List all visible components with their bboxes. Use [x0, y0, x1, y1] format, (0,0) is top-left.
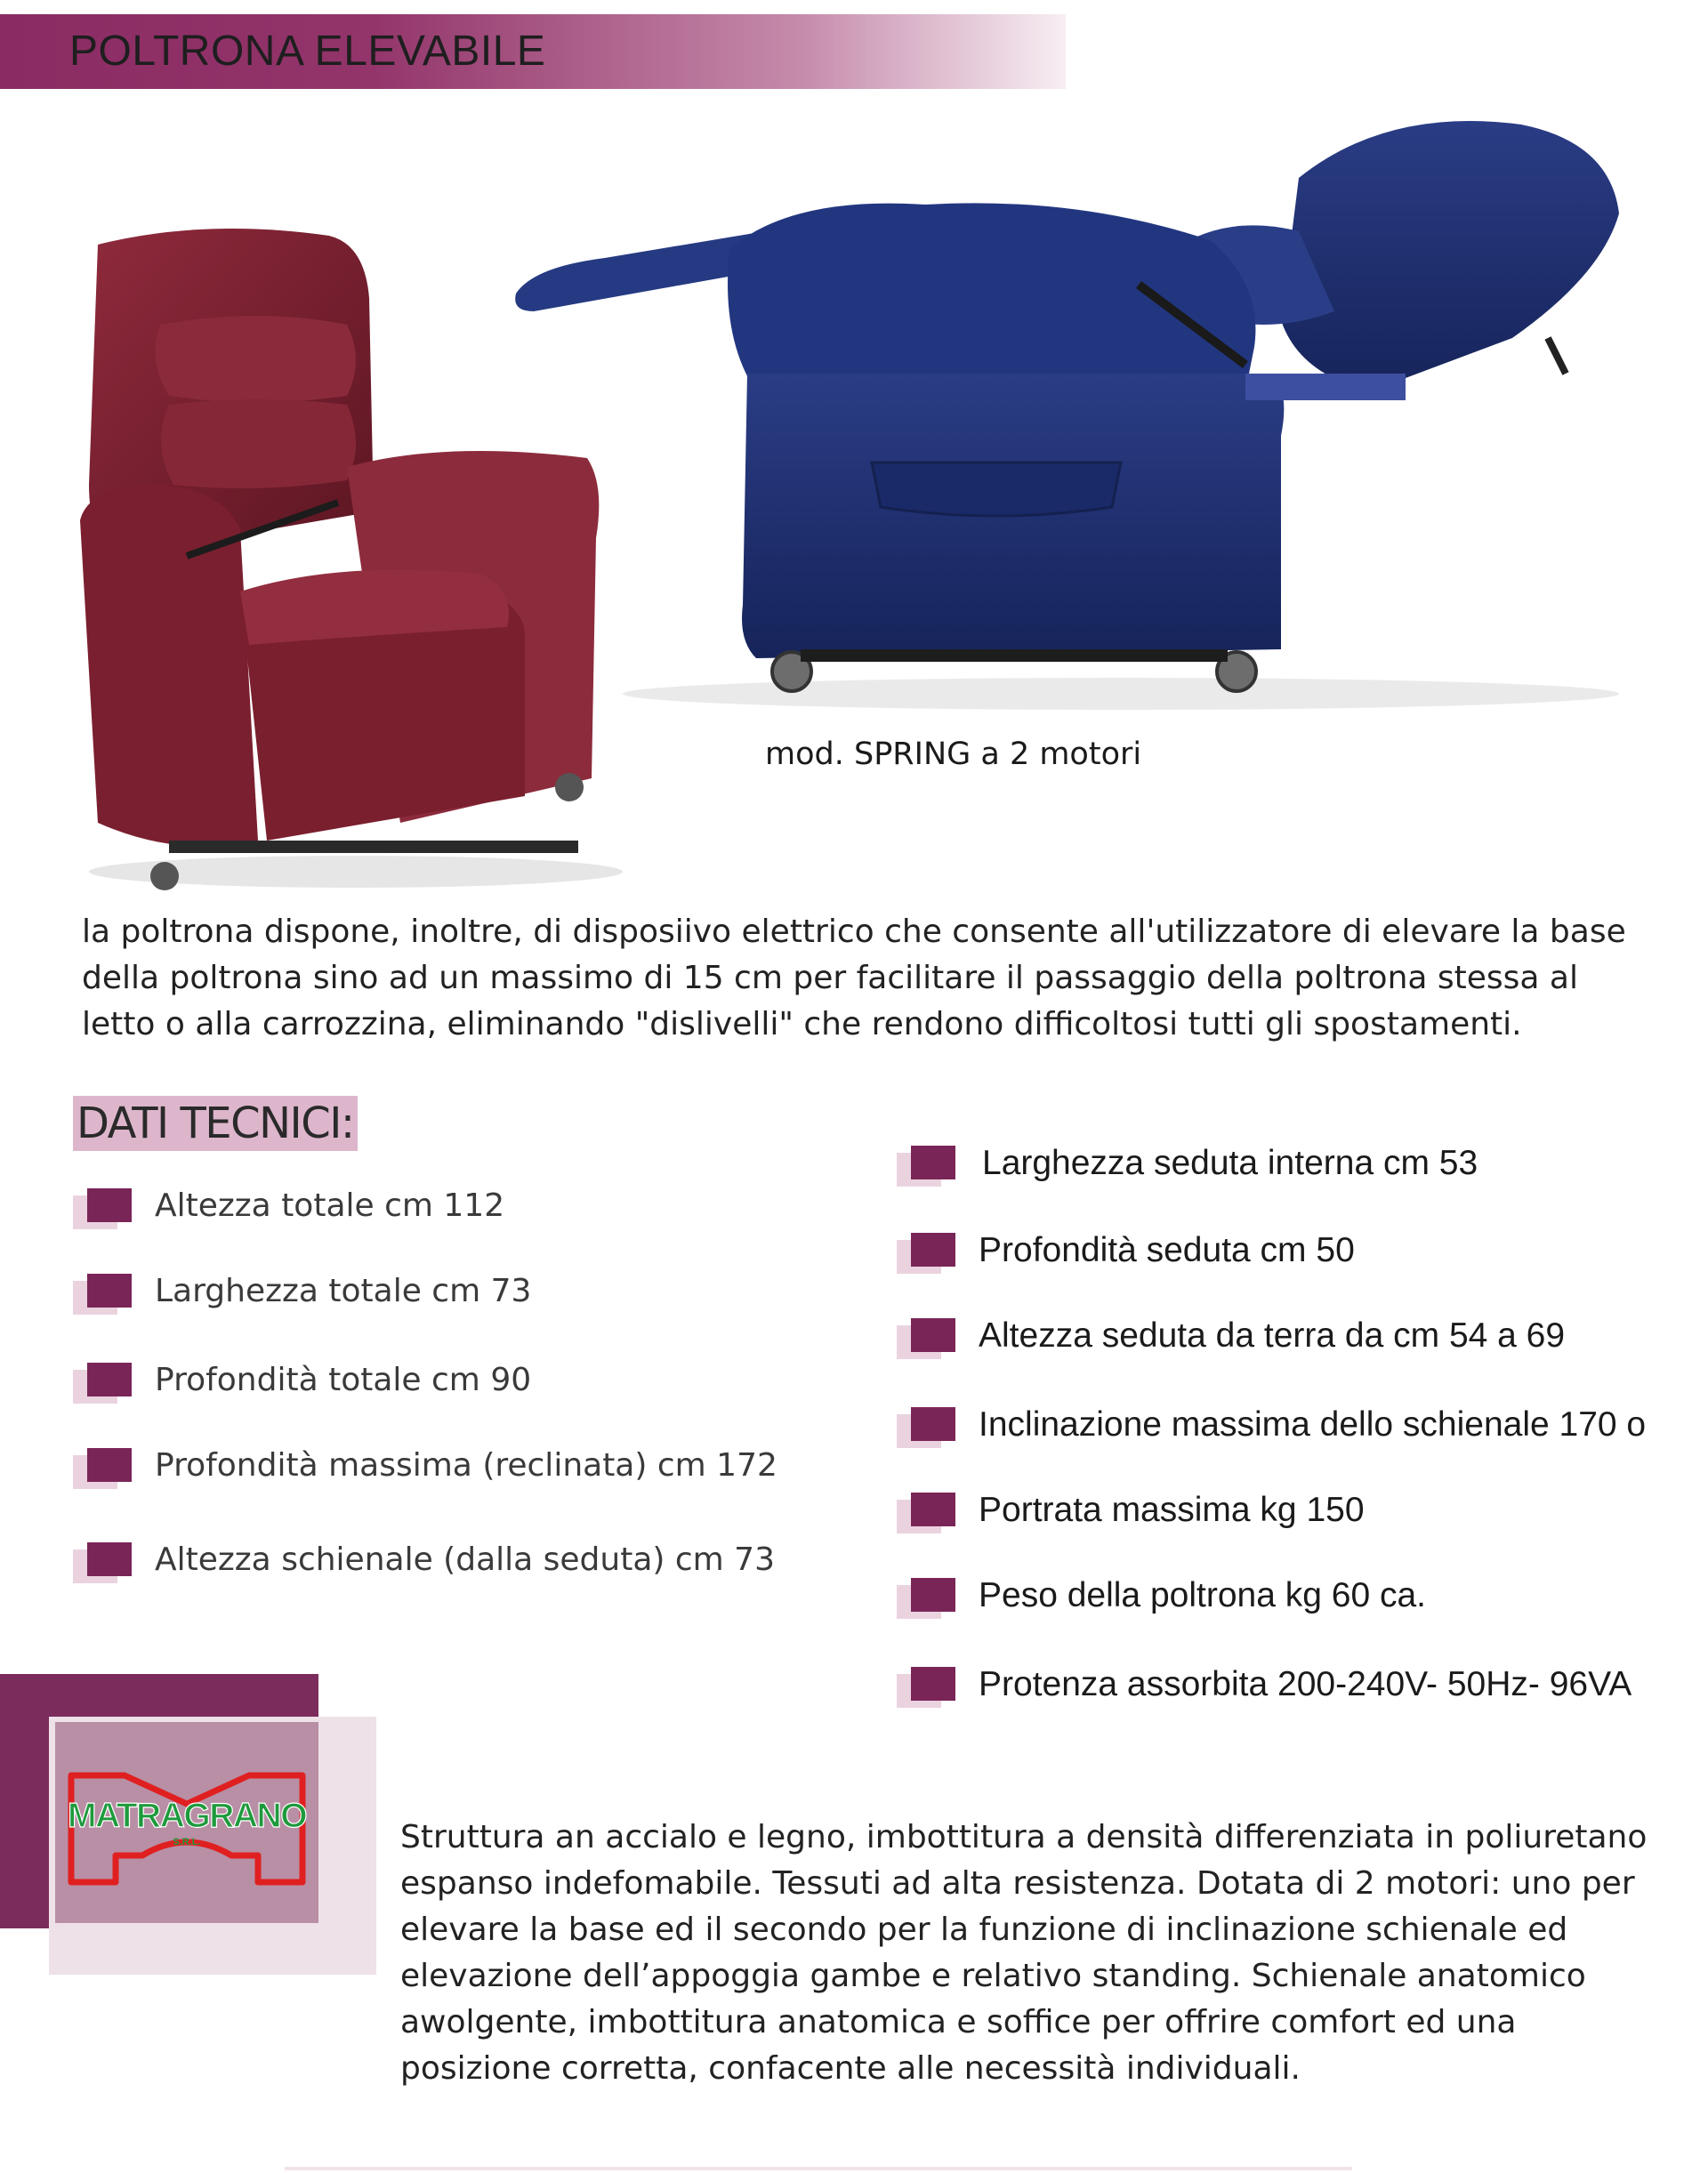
svg-text:MATRAGRANO: MATRAGRANO: [67, 1797, 307, 1835]
square-bullet-icon: [897, 1407, 957, 1448]
spec-label: Larghezza totale cm 73: [155, 1273, 532, 1309]
square-bullet-icon: [73, 1363, 133, 1404]
tech-data-heading: DATI TECNICI:: [73, 1096, 358, 1151]
square-bullet-icon: [897, 1318, 957, 1359]
spec-label: Profondità totale cm 90: [155, 1362, 532, 1398]
square-bullet-icon: [73, 1448, 133, 1489]
spec-label: Larghezza seduta interna cm 53: [982, 1144, 1478, 1182]
intro-paragraph: la poltrona dispone, inoltre, di disposiivo elettrico che consente all'utilizzatore di elevare la base della poltrona sino ad un massimo di 15 cm per facilitare il passaggio della poltrona stessa al letto o alla carrozzina, eliminando "dislivelli" che rendono difficoltosi tutti gli spostamenti.: [82, 913, 1626, 1042]
square-bullet-icon: [897, 1493, 957, 1533]
spec-label: Altezza seduta da terra da cm 54 a 69: [979, 1316, 1566, 1355]
spec-label: Profondità massima (reclinata) cm 172: [155, 1447, 777, 1484]
matragrano-logo: [62, 1758, 311, 1896]
bottom-divider: [285, 2167, 1352, 2170]
square-bullet-icon: [897, 1233, 957, 1274]
page-title: POLTRONA ELEVABILE: [69, 28, 546, 75]
spec-label: Inclinazione massima dello schienale 170 o: [979, 1405, 1647, 1444]
structure-paragraph: Struttura an accialo e legno, imbottitura a densità differenziata in poliuretano espanso indefomabile. Tessuti ad alta resistenza. Dotata di 2 motori: uno per elevare la base ed il secondo per la funzione di inclinazione schienale ed elevazione dell’appoggia gambe e relativo standing. Schienale anatomico awolgente, imbottitura anatomica e soffice per offrire comfort ed una posizione corretta, confacente alle necessità individuali.: [400, 1819, 1648, 2087]
spec-label: Altezza totale cm 112: [155, 1187, 505, 1224]
spec-label: Profondità seduta cm 50: [979, 1231, 1355, 1269]
spec-label: Protenza assorbita 200-240V- 50Hz- 96VA: [979, 1665, 1632, 1703]
square-bullet-icon: [897, 1146, 957, 1187]
spec-label: Peso della poltrona kg 60 ca.: [979, 1576, 1427, 1614]
model-caption: mod. SPRING a 2 motori: [765, 736, 1142, 772]
square-bullet-icon: [73, 1188, 133, 1229]
square-bullet-icon: [73, 1542, 133, 1583]
chair-blue-image: [498, 107, 1655, 712]
square-bullet-icon: [73, 1274, 133, 1315]
svg-text:S.R.L.: S.R.L.: [173, 1837, 201, 1847]
square-bullet-icon: [897, 1667, 957, 1708]
square-bullet-icon: [897, 1578, 957, 1619]
spec-label: Altezza schienale (dalla seduta) cm 73: [155, 1541, 775, 1578]
spec-label: Portrata massima kg 150: [979, 1491, 1365, 1529]
